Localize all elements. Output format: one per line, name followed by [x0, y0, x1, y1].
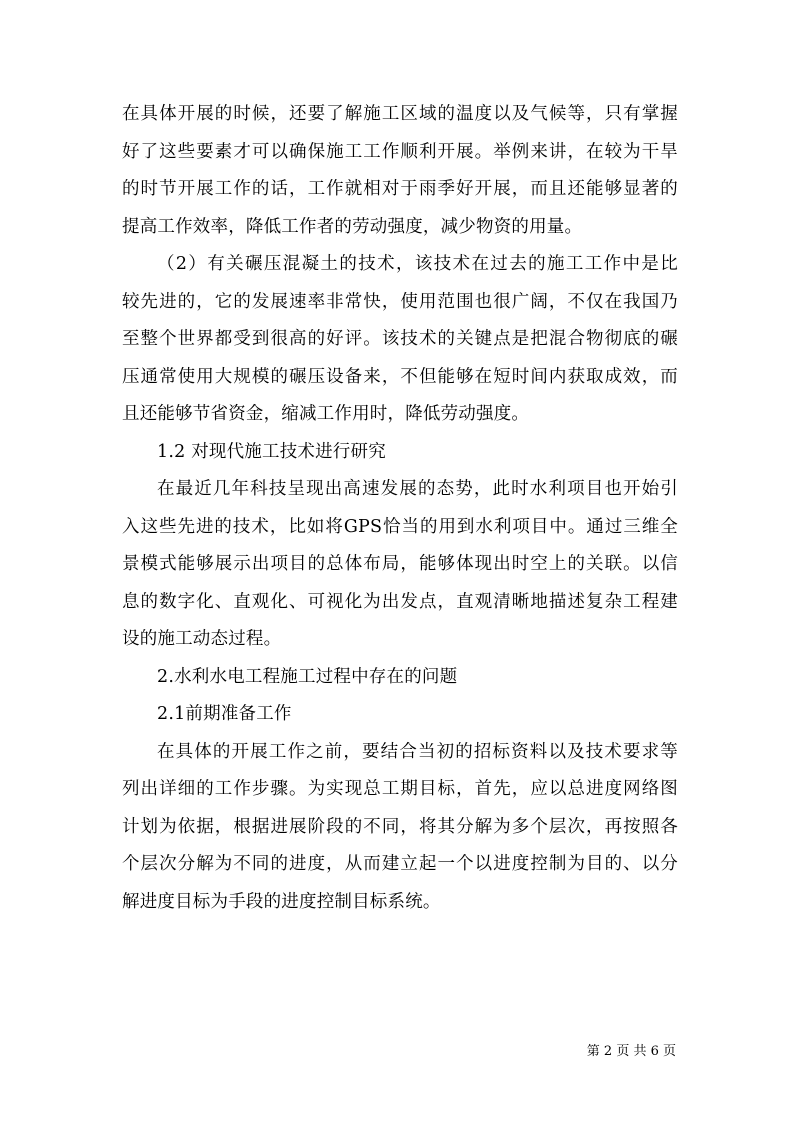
text-line: 息的数字化、直观化、可视化为出发点，直观清晰地描述复杂工程建	[122, 591, 678, 612]
text-line: 压通常使用大规模的碾压设备来，不但能够在短时间内获取成效，而	[122, 366, 678, 387]
text-line: 景模式能够展示出项目的总体布局，能够体现出时空上的关联。以信	[122, 554, 678, 574]
text-line: 列出详细的工作步骤。为实现总工期目标，首先，应以总进度网络图	[122, 779, 678, 799]
text-line: 且还能够节省资金，缩减工作用时，降低劳动强度。	[122, 404, 530, 424]
paragraph-start-line: 在具体的开展工作之前，要结合当初的招标资料以及技术要求等	[157, 741, 678, 762]
text-line: 入这些先进的技术，比如将GPS恰当的用到水利项目中。通过三维全	[122, 516, 678, 537]
section-heading: 2.水利水电工程施工过程中存在的问题	[157, 666, 458, 687]
text-line: 解进度目标为手段的进度控制目标系统。	[122, 891, 441, 912]
text-line: 提高工作效率，降低工作者的劳动强度，减少物资的用量。	[122, 216, 583, 237]
document-body	[122, 96, 678, 921]
text-line: 较先进的，它的发展速率非常快，使用范围也很广阔，不仅在我国乃	[122, 291, 678, 312]
text-line: 设的施工动态过程。	[122, 629, 282, 649]
text-line: 好了这些要素才可以确保施工工作顺利开展。举例来讲，在较为干旱	[122, 141, 678, 162]
text-line: 计划为依据，根据进展阶段的不同，将其分解为多个层次，再按照各	[122, 816, 678, 837]
text-line: 至整个世界都受到很高的好评。该技术的关键点是把混合物彻底的碾	[122, 329, 678, 349]
text-line: 个层次分解为不同的进度，从而建立起一个以进度控制为目的、以分	[122, 854, 678, 874]
page-number-footer: 第 2 页 共 6 页	[586, 1044, 676, 1059]
paragraph-start-line: （2）有关碾压混凝土的技术，该技术在过去的施工工作中是比	[157, 254, 678, 274]
text-line: 在具体开展的时候，还要了解施工区域的温度以及气候等，只有掌握	[122, 104, 678, 124]
section-heading: 1.2 对现代施工技术进行研究	[157, 441, 386, 462]
text-line: 的时节开展工作的话，工作就相对于雨季好开展，而且还能够显著的	[122, 179, 678, 199]
paragraph-start-line: 在最近几年科技呈现出高速发展的态势，此时水利项目也开始引	[157, 479, 678, 499]
subsection-heading: 2.1前期准备工作	[157, 704, 292, 724]
